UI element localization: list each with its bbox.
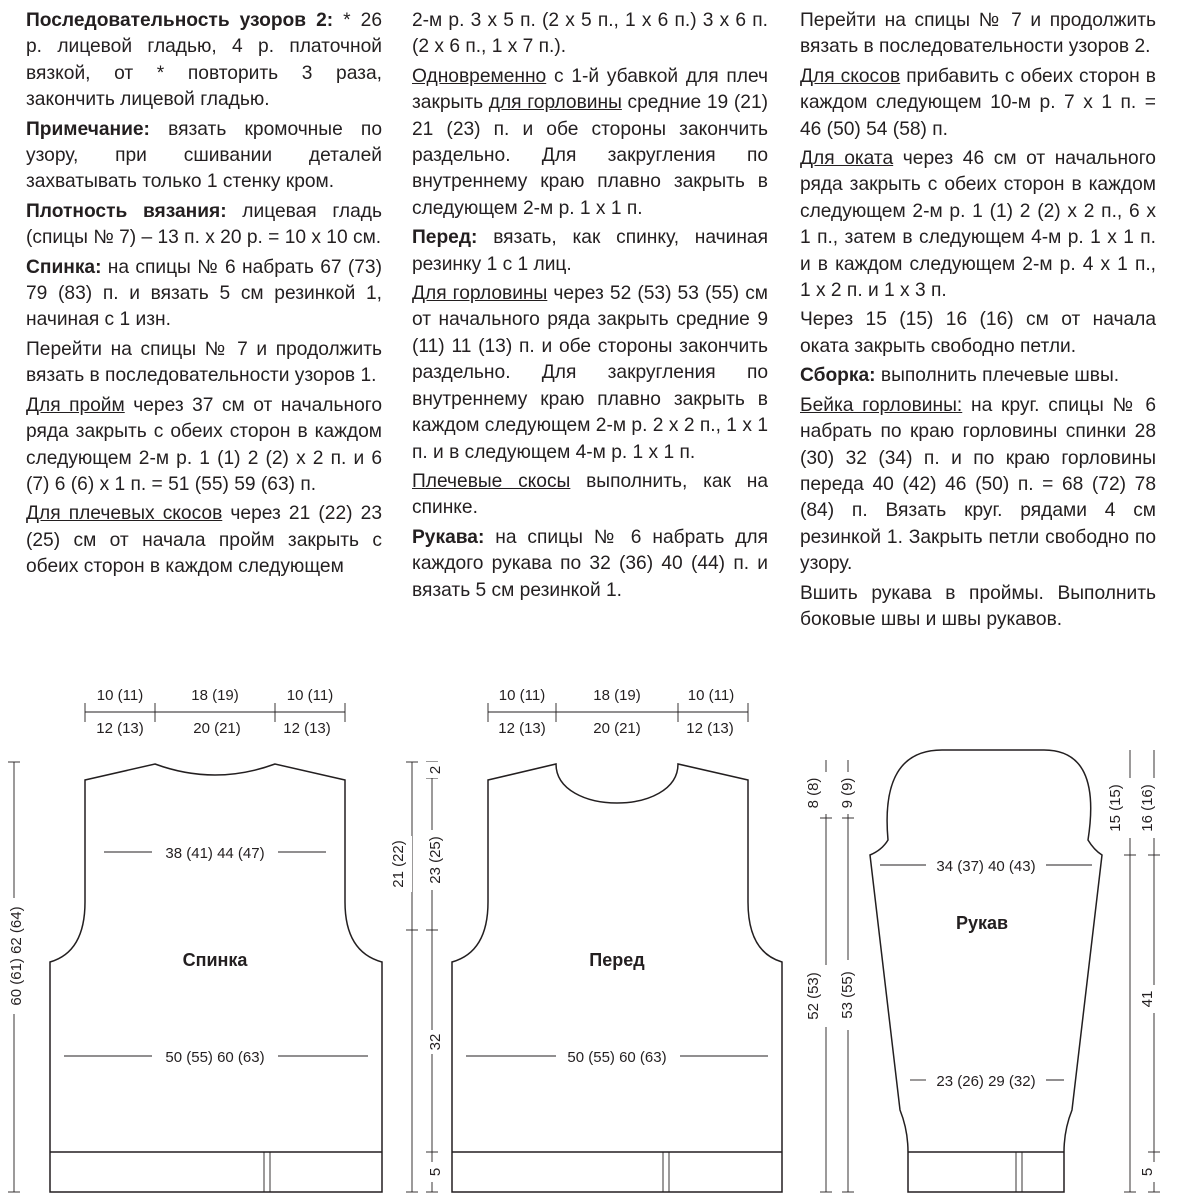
text-front: вязать, как спинку, начиная резинку 1 с 1 лиц.: [412, 227, 768, 275]
front-dim-neck: 18 (19): [593, 687, 641, 704]
back-height-label: 60 (61) 62 (64): [8, 906, 25, 1006]
sleeve-seg-cap-d: 16 (16): [1139, 784, 1156, 832]
label-shoulder-front: Плечевые скосы: [412, 470, 571, 492]
label-neckline-front: Для горловины: [412, 283, 548, 305]
label-pattern-sequence-2: Последовательность узоров 2:: [26, 10, 334, 31]
paragraph-switch-needles: Перейти на спицы № 7 и продолжить вязать в последовательности узоров 1.: [26, 338, 382, 387]
back-schematic: [4, 687, 382, 1192]
paragraph-finishing: Вшить рукава в проймы. Выполнить боковые швы и швы рукавов.: [800, 582, 1156, 630]
back-outline: [50, 764, 382, 1192]
sleeve-seg-cap-b: 9 (9): [839, 777, 856, 809]
paragraph-shoulder-continued: 2-м р. 3 х 5 п. (2 х 5 п., 1 х 6 п.) 3 х 6 п. (2 х 6 п., 1 х 7 п.).: [412, 10, 768, 58]
paragraph-front: [412, 225, 768, 278]
front-title: Перед: [589, 950, 645, 970]
sleeve-cuff-label: 23 (26) 29 (32): [936, 1073, 1036, 1090]
front-schematic: [390, 687, 782, 1192]
sleeve-outline: [870, 750, 1102, 1192]
sleeve-seg-cap-a: 8 (8): [805, 777, 822, 809]
back-dim-second-right: 12 (13): [283, 720, 331, 737]
text-gauge: лицевая гладь (спицы № 7) – 13 п. х 20 р. = 10 х 10 см.: [26, 200, 382, 249]
label-front: Перед:: [412, 227, 478, 249]
back-dim-second-left: 12 (13): [96, 720, 144, 737]
back-dim-shoulder-left: 10 (11): [96, 687, 144, 704]
front-outline: [452, 764, 782, 1192]
label-assembly: Сборка:: [800, 365, 876, 387]
front-width-label: 50 (55) 60 (63): [567, 1049, 667, 1066]
front-dim-shoulder-left: 10 (11): [498, 687, 546, 704]
front-seg-body: 32: [427, 1033, 444, 1051]
text-sleeve-cap: через 46 см от начального ряда закрыть с обеих сторон в каждом следующем 2-м р. 1 (1) 2 (2) х 2 п., 6 х 1 п., затем в следующем 4-м р. 1 х 1 п. и в каждом следующем 2-м р. 4 х 1 п., 1 х 2 п. и 1 х 3 п.: [800, 148, 1156, 302]
sleeve-seg-cap-c: 15 (15): [1107, 784, 1124, 832]
paragraph-sleeve-cap: [800, 146, 1156, 304]
label-back: Спинка:: [26, 256, 102, 278]
sleeve-title: Рукав: [955, 913, 1009, 933]
schematic-diagrams: [0, 640, 1185, 1200]
paragraph-note: [26, 117, 382, 196]
front-dim-second-mid: 20 (21): [593, 720, 641, 737]
text-neckband: на круг. спицы № 6 набрать по краю горловины спинки 28 (30) 32 (34) п. и по краю горловины переда 40 (42) 46 (50) п. = 68 (72) 78 (84) п. Вязать круг. рядами 4 см резинкой 1. Закрыть петли свободно по узору.: [800, 394, 1157, 575]
sleeve-schematic: [805, 750, 1164, 1192]
paragraph-neckband: [800, 393, 1156, 578]
paragraph-back: [26, 255, 382, 334]
instructions-column-2: [412, 8, 768, 607]
paragraph-sleeve-increases: [800, 64, 1156, 143]
text-pattern-sequence-2: * 26 р. лицевой гладью, 4 р. платочной вязкой, от * повторить 3 раза, закончить лицевой гладью.: [26, 10, 382, 111]
paragraph-shoulder-slopes: [26, 501, 382, 580]
text-sleeve-increases: прибавить с обеих сторон в каждом следующем 10-м р. 7 х 1 п. = 46 (50) 54 (58) п.: [800, 65, 1157, 140]
front-seg-shoulder: 2: [427, 765, 444, 775]
text-back: на спицы № 6 набрать 67 (73) 79 (83) п. и вязать 5 см резинкой 1, начиная с 1 изн.: [26, 256, 382, 331]
paragraph-sleeve-needles: Перейти на спицы № 7 и продолжить вязать в последовательности узоров 2.: [800, 10, 1156, 58]
instructions-column-3: [800, 8, 1156, 636]
paragraph-assembly: [800, 363, 1156, 389]
label-note: Примечание:: [26, 118, 150, 140]
front-dim-second-left: 12 (13): [498, 720, 546, 737]
back-width-label: 50 (55) 60 (63): [165, 1049, 265, 1066]
text-simultaneously: с 1-й убавкой для плеч закрыть: [412, 65, 768, 114]
back-title: Спинка: [182, 950, 248, 970]
back-dim-neck: 18 (19): [191, 687, 239, 704]
text-shoulder-front: выполнить, как на спинке.: [412, 470, 768, 519]
label-sleeve-cap: Для оката: [800, 148, 894, 170]
front-seg-rib: 5: [427, 1167, 444, 1177]
front-dim-second-right: 12 (13): [686, 720, 734, 737]
sleeve-bicep-label: 34 (37) 40 (43): [936, 858, 1036, 875]
back-dim-second-mid: 20 (21): [193, 720, 241, 737]
paragraph-cap-bindoff: Через 15 (15) 16 (16) см от начала оката закрыть свободно петли.: [800, 309, 1156, 357]
front-seg-armhole-a: 21 (22): [390, 840, 407, 888]
text-armholes: через 37 см от начального ряда закрыть с обеих сторон в каждом следующем 2-м р. 1 (1) 2 (2) х 2 п. и 6 (7) 6 (6) х 1 п. = 51 (55) 59 (63) п.: [26, 394, 382, 495]
back-chest-label: 38 (41) 44 (47): [165, 845, 265, 862]
text-note: вязать кромочные по узору, при сшивании деталей захватывать только 1 стенку кром.: [26, 118, 382, 193]
text-neckline-front: через 52 (53) 53 (55) см от начального ряда закрыть средние 9 (11) 11 (13) п. и обе стороны закончить раздельно. Для закругления по внутреннему краю плавно закрыть в каждом следующем 2-м р. 2 х 2 п., 1 х 1 п. и в следующем 4-м р. 1 х 1 п.: [412, 283, 768, 463]
front-dim-shoulder-right: 10 (11): [687, 687, 735, 704]
front-seg-armhole-b: 23 (25): [427, 836, 444, 884]
paragraph-armholes: [26, 393, 382, 499]
sleeve-seg-len-a: 52 (53): [805, 972, 822, 1020]
instructions-column-1: [26, 8, 382, 584]
label-simultaneously: Одновременно: [412, 65, 547, 87]
label-shoulder-slopes: Для плечевых скосов: [26, 503, 223, 525]
sleeve-seg-rib: 5: [1139, 1167, 1156, 1177]
text-neckline-back: средние 19 (21) 21 (23) п. и обе стороны закончить раздельно. Для закругления по внутреннему краю плавно закрыть в следующем 2-м р. 1 х 1 п.: [412, 92, 769, 219]
text-assembly: выполнить плечевые швы.: [875, 365, 1120, 387]
back-dim-shoulder-right: 10 (11): [286, 687, 334, 704]
label-neckband: Бейка горловины:: [800, 394, 963, 416]
sleeve-seg-len-b: 53 (55): [839, 971, 856, 1019]
label-gauge: Плотность вязания:: [26, 200, 227, 222]
label-for-neckline: для горловины: [488, 92, 622, 114]
paragraph-sleeves: [412, 525, 768, 604]
paragraph-neckline-front: [412, 281, 768, 466]
label-sleeve-increases: Для скосов: [800, 65, 901, 87]
text-sleeves: на спицы № 6 набрать для каждого рукава по 32 (36) 40 (44) п. и вязать 5 см резинкой 1.: [412, 526, 768, 601]
paragraph-pattern-sequence-2: [26, 8, 382, 114]
text-shoulder-slopes: через 21 (22) 23 (25) см от начала пройм закрыть с обеих сторон в каждом следующем: [26, 503, 382, 578]
paragraph-shoulder-front: [412, 469, 768, 522]
paragraph-neckline-back: [412, 64, 768, 222]
paragraph-gauge: [26, 199, 382, 252]
label-armholes: Для пройм: [26, 394, 125, 416]
sleeve-seg-len-c: 41: [1139, 990, 1156, 1008]
label-sleeves: Рукава:: [412, 526, 485, 548]
